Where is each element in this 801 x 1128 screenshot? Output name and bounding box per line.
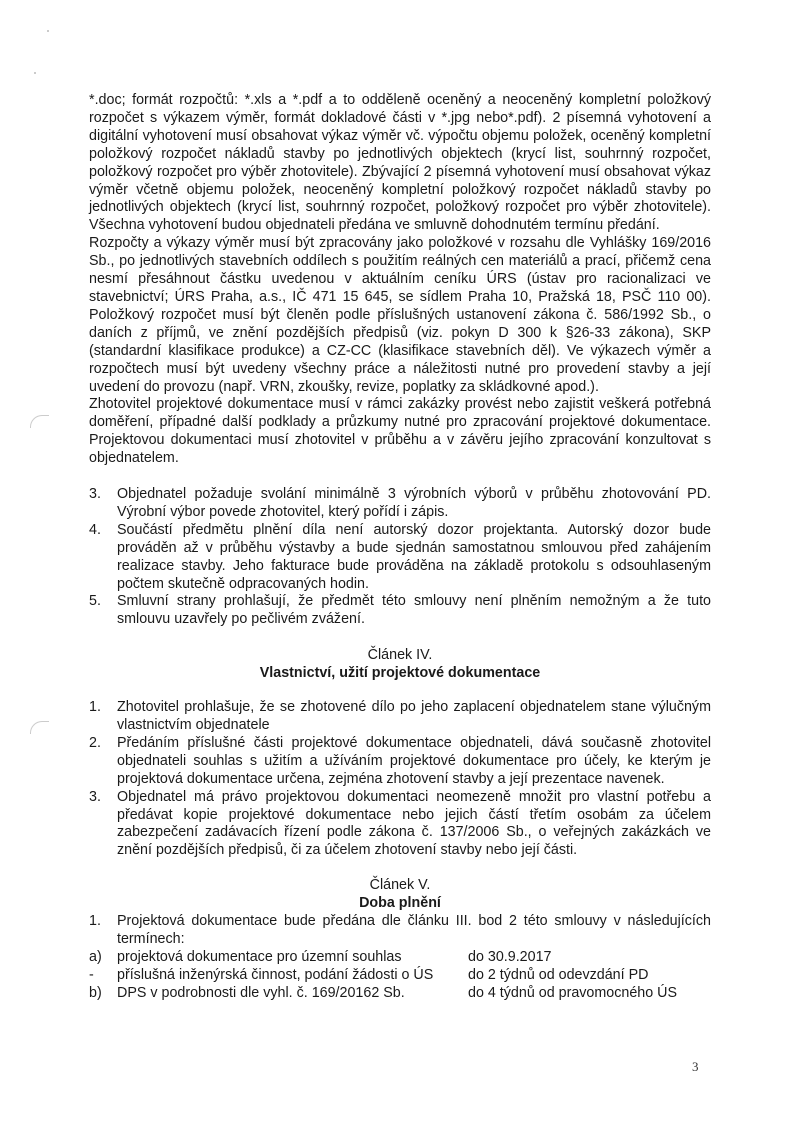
punch-hole-mark: [30, 721, 49, 734]
deadline-terms: [89, 949, 711, 1003]
term-marker: a): [89, 948, 102, 965]
term-deadline: do 2 týdnů od odevzdání PD: [468, 966, 649, 983]
paragraph-surveys: Zhotovitel projektové dokumentace musí v rámci zakázky provést nebo zajistit veškerá potřebná doměření, případné další podklady a průzkumy nutné pro zpracování projektové dokumentace. Projektovou dokumentaci musí zhotovitel v průběhu a v závěru jejího zpracování konzultovat s objednatelem.: [89, 396, 711, 467]
article-4-title: Vlastnictví, užití projektové dokumentace: [259, 665, 541, 682]
punch-hole-mark: [30, 415, 49, 428]
paragraph-formats: *.doc; formát rozpočtů: *.xls a *.pdf a to odděleně oceněný a neoceněný kompletní položkový rozpočet s výkazem výměr, formát dokladové části v *.jpg nebo*.pdf). 2 písemná vyhotovení a digitální vyhotovení musí obsahovat výkaz výměr vč. výpočtu objemu položek, oceněný kompletní položkový rozpočet nákladů stavby po jednotlivých objektech (krycí list, souhrnný rozpočet, položkový rozpočet pro výběr zhotovitele). Zbývající 2 písemná vyhotovení musí obsahovat výkaz výměr včetně objemu položek, neoceněný kompletní položkový rozpočet nákladů stavby po jednotlivých objektech (krycí list, souhrnný rozpočet, položkový rozpočet pro výběr zhotovitele). Všechna vyhotovení budou objednateli předána ve smluvně dohodnutém termínu předání.: [89, 92, 711, 234]
list-item: [89, 789, 711, 861]
list-item: [89, 699, 711, 735]
term-marker: b): [89, 984, 102, 1001]
scan-speck: [34, 72, 36, 74]
article-5-number: Článek V.: [369, 877, 431, 894]
list-number: 1.: [89, 913, 101, 930]
list-item: [89, 522, 711, 594]
list-number: 3.: [89, 486, 101, 503]
list-number: 5.: [89, 593, 101, 610]
list-number: 4.: [89, 521, 101, 538]
list-item: [89, 735, 711, 789]
list-item: [89, 913, 711, 949]
term-deadline: do 30.9.2017: [468, 948, 552, 965]
term-deadline: do 4 týdnů od pravomocného ÚS: [468, 984, 678, 1001]
list-text: Součástí předmětu plnění díla není autorský dozor projektanta. Autorský dozor bude prováděn až v průběhu výstavby a bude sjednán samostatnou smlouvou před zahájením realizace stavby. Jeho fakturace bude prováděna na základě protokolu s odsouhlaseným počtem skutečně odpracovaných hodin.: [117, 521, 711, 592]
term-row: [89, 985, 711, 1003]
paragraph-budgets: Rozpočty a výkazy výměr musí být zpracovány jako položkové v rozsahu dle Vyhlášky 169/2016 Sb., po jednotlivých stavebních oddílech s použitím reálných cen materiálů a prací, přičemž cena nesmí přesáhnout částku uvedenou v aktuálním ceníku ÚRS (ústav pro racionalizaci ve stavebnictví; ÚRS Praha, a.s., IČ 471 15 645, se sídlem Praha 10, Pražská 18, PSČ 110 00). Položkový rozpočet musí být členěn podle příslušných ustanovení zákona č. 586/1992 Sb., o daních z příjmů, ve znění pozdějších předpisů (viz. pokyn D 300 k §26-33 zákona), SKP (standardní klasifikace produkce) a CZ-CC (klasifikace stavebních děl). Ve výkazech výměr a rozpočtech musí být uvedeny všechny práce a náležitosti nutné pro provedení stavby a její uvedení do provozu (např. VRN, zkoušky, revize, poplatky za skládkovné apod.).: [89, 235, 711, 395]
list-item: [89, 593, 711, 629]
article-4-list: [89, 699, 711, 860]
article-4-number: Článek IV.: [367, 647, 433, 664]
term-item: příslušná inženýrská činnost, podání žádosti o ÚS: [117, 966, 434, 983]
list-item: [89, 486, 711, 522]
list-text: Projektová dokumentace bude předána dle článku III. bod 2 této smlouvy v následujících termínech:: [117, 913, 711, 947]
list-number: 2.: [89, 734, 101, 751]
obligations-list: [89, 486, 711, 629]
document-body: [89, 92, 711, 1003]
article-5-title: Doba plnění: [359, 895, 441, 912]
list-text: Zhotovitel prohlašuje, že se zhotovené dílo po jeho zaplacení objednatelem stane výlučným vlastnictvím objednatele: [117, 699, 711, 733]
list-number: 1.: [89, 699, 101, 716]
term-row: [89, 949, 711, 967]
page-number: 3: [692, 1059, 699, 1074]
scan-speck: [47, 30, 49, 32]
list-text: Objednatel požaduje svolání minimálně 3 výrobních výborů v průběhu zhotovování PD. Výrobní výbor povede zhotovitel, který pořídí i zápis.: [117, 486, 711, 520]
term-item: DPS v podrobnosti dle vyhl. č. 169/20162 Sb.: [117, 984, 405, 1001]
list-text: Objednatel má právo projektovou dokumentaci neomezeně množit pro vlastní potřebu a předávat kopie projektové dokumentace nebo jejich částí třetím osobám za účelem zabezpečení zadávacích řízení podle zákona č. 137/2006 Sb., o veřejných zakázkách ve znění pozdějších předpisů, či za účelem zhotovení stavby nebo její části.: [117, 788, 711, 859]
term-marker: -: [89, 966, 94, 983]
article-5-list: [89, 913, 711, 949]
list-number: 3.: [89, 788, 101, 805]
list-text: Smluvní strany prohlašují, že předmět této smlouvy není plněním nemožným a že tuto smlouvu uzavřely po pečlivém zvážení.: [117, 593, 711, 628]
term-item: projektová dokumentace pro územní souhlas: [117, 948, 402, 965]
term-row: [89, 967, 711, 985]
list-text: Předáním příslušné části projektové dokumentace objednateli, dává současně zhotovitel objednateli souhlas s užitím a užíváním projektové dokumentace pro účely, ke kterým je projektová dokumentace určena, zejména zhotovení stavby a její prezentace navenek.: [117, 734, 711, 787]
